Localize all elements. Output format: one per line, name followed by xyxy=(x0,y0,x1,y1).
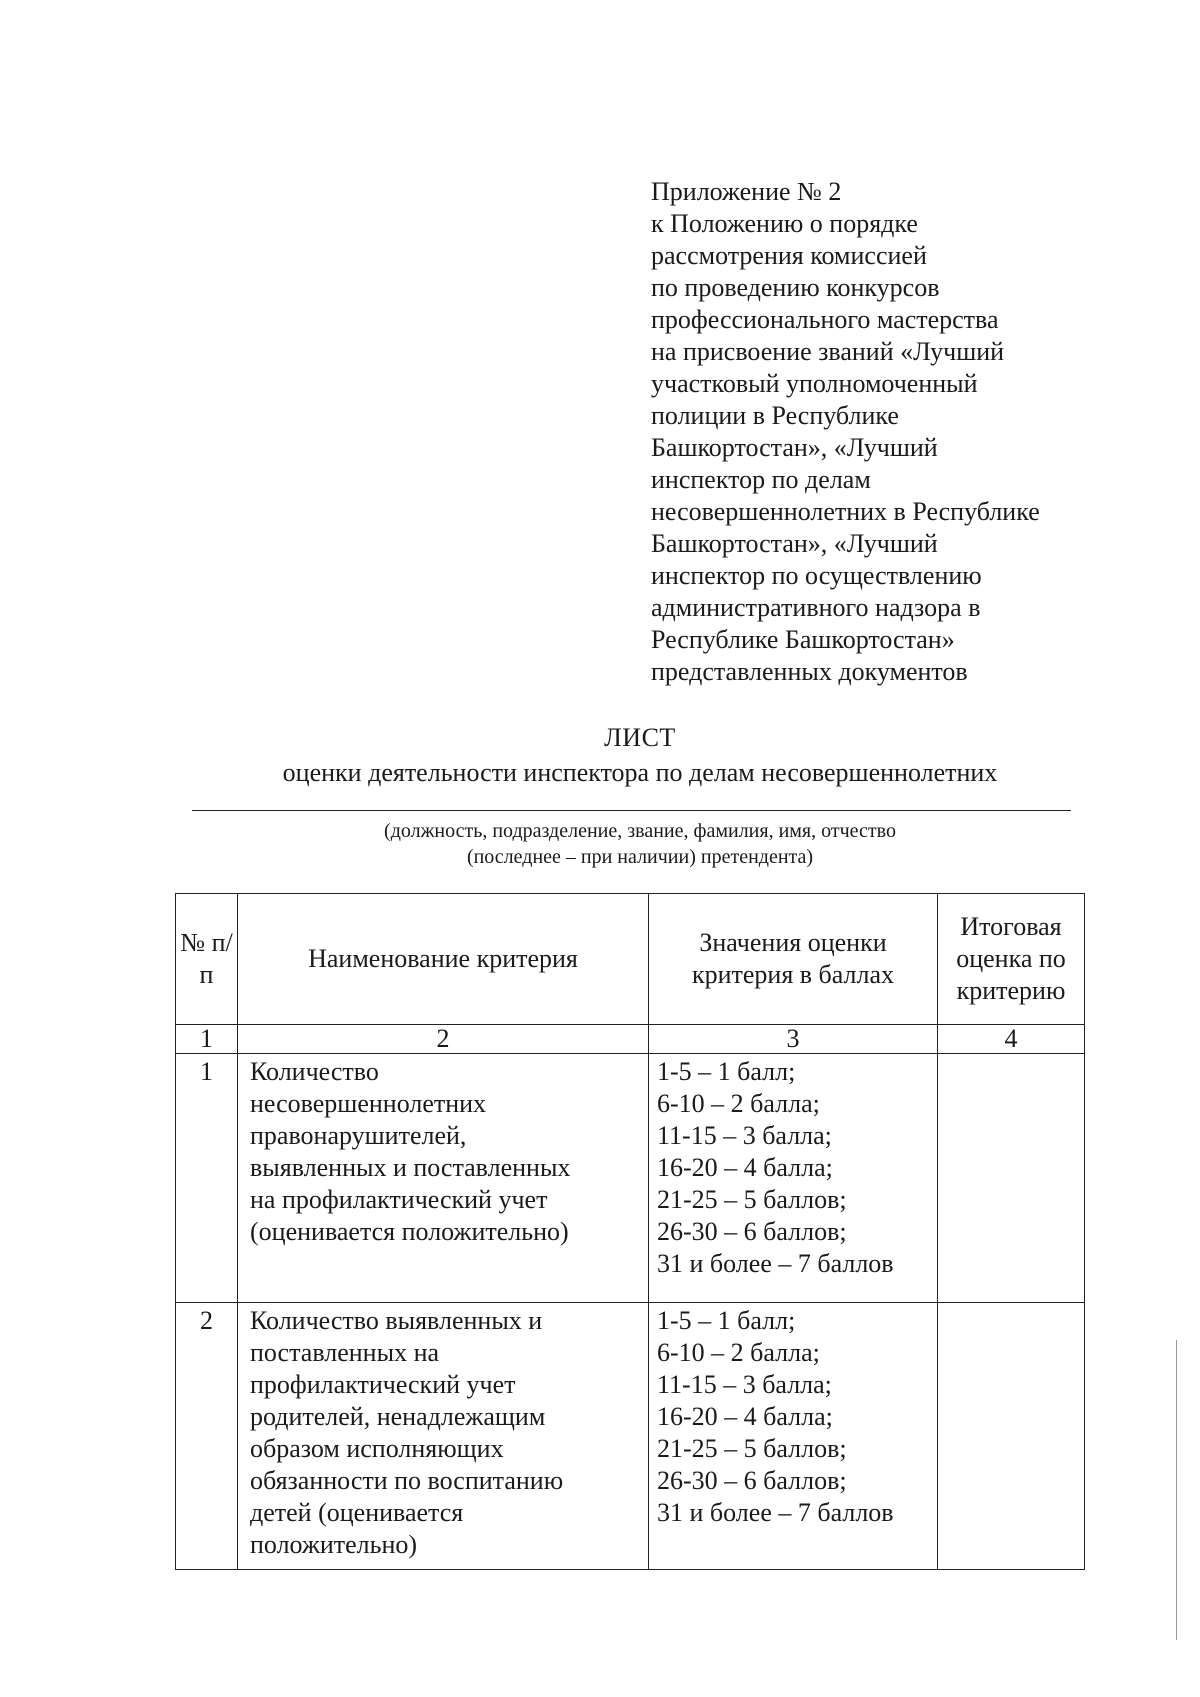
criterion-cell xyxy=(238,1054,649,1303)
criterion-line: образом исполняющих xyxy=(250,1434,504,1463)
row-number: 1 xyxy=(176,1054,238,1303)
total-score-cell[interactable] xyxy=(938,1303,1085,1570)
criterion-line: правонарушителей, xyxy=(250,1121,467,1150)
candidate-caption xyxy=(250,818,1030,870)
sheet-title: ЛИСТ xyxy=(604,723,676,752)
caption-line: (последнее – при наличии) претендента) xyxy=(466,846,814,868)
score-line: 21-25 – 5 баллов; xyxy=(657,1434,847,1463)
table-row xyxy=(176,1303,1085,1570)
score-cell xyxy=(649,1303,938,1570)
score-line: 1-5 – 1 балл; xyxy=(657,1057,796,1086)
appendix-line: административного надзора в xyxy=(651,593,981,622)
sheet-subtitle: оценки деятельности инспектора по делам несовершеннолетних xyxy=(282,758,998,787)
criterion-line: положительно) xyxy=(250,1530,418,1559)
column-number-row xyxy=(176,1025,1085,1054)
score-cell xyxy=(649,1054,938,1303)
appendix-line: полиции в Республике xyxy=(651,401,899,430)
appendix-line: Башкортостан», «Лучший xyxy=(651,529,938,558)
score-line: 26-30 – 6 баллов; xyxy=(657,1466,847,1495)
criterion-line: Количество выявленных и xyxy=(250,1306,543,1335)
score-line: 26-30 – 6 баллов; xyxy=(657,1217,847,1246)
column-number: 3 xyxy=(649,1025,938,1054)
candidate-fill-line xyxy=(192,810,1071,811)
appendix-line: инспектор по осуществлению xyxy=(651,561,982,590)
score-line: 31 и более – 7 баллов xyxy=(657,1249,894,1278)
score-line: 21-25 – 5 баллов; xyxy=(657,1185,847,1214)
appendix-line: по проведению конкурсов xyxy=(651,273,940,302)
header-total: Итоговая оценка по критерию xyxy=(938,894,1085,1025)
score-line: 1-5 – 1 балл; xyxy=(657,1306,796,1335)
criterion-line: обязанности по воспитанию xyxy=(250,1466,564,1495)
score-line: 16-20 – 4 балла; xyxy=(657,1153,833,1182)
appendix-line: Приложение № 2 xyxy=(651,177,842,206)
appendix-line: профессионального мастерства xyxy=(651,305,999,334)
table-header-row xyxy=(176,894,1085,1025)
scan-edge-line xyxy=(1176,1340,1178,1640)
appendix-line: Республике Башкортостан» xyxy=(651,625,955,654)
criterion-cell xyxy=(238,1303,649,1570)
score-line: 6-10 – 2 балла; xyxy=(657,1089,820,1118)
score-line: 11-15 – 3 балла; xyxy=(657,1121,832,1150)
criteria-table xyxy=(175,893,1085,1570)
appendix-heading xyxy=(651,176,1121,688)
header-values: Значения оценки критерия в баллах xyxy=(649,894,938,1025)
criterion-line: поставленных на xyxy=(250,1338,440,1367)
appendix-line: рассмотрения комиссией xyxy=(651,241,927,270)
appendix-line: инспектор по делам xyxy=(651,465,871,494)
caption-line: (должность, подразделение, звание, фамилия, имя, отчество xyxy=(384,820,896,842)
criterion-line: профилактический учет xyxy=(250,1370,516,1399)
score-line: 6-10 – 2 балла; xyxy=(657,1338,820,1367)
criterion-line: выявленных и поставленных xyxy=(250,1153,571,1182)
column-number: 4 xyxy=(938,1025,1085,1054)
table-row xyxy=(176,1054,1085,1303)
appendix-line: Башкортостан», «Лучший xyxy=(651,433,938,462)
appendix-line: участковый уполномоченный xyxy=(651,369,978,398)
column-number: 1 xyxy=(176,1025,238,1054)
total-score-cell[interactable] xyxy=(938,1054,1085,1303)
criterion-line: на профилактический учет xyxy=(250,1185,548,1214)
appendix-line: несовершеннолетних в Республике xyxy=(651,497,1040,526)
criterion-line: (оценивается положительно) xyxy=(250,1217,569,1246)
score-line: 16-20 – 4 балла; xyxy=(657,1402,833,1431)
score-line: 11-15 – 3 балла; xyxy=(657,1370,832,1399)
score-line: 31 и более – 7 баллов xyxy=(657,1498,894,1527)
criterion-line: Количество xyxy=(250,1057,379,1086)
criterion-line: детей (оценивается xyxy=(250,1498,464,1527)
header-num: № п/п xyxy=(176,894,238,1025)
appendix-line: к Положению о порядке xyxy=(651,209,918,238)
appendix-line: на присвоение званий «Лучший xyxy=(651,337,1005,366)
criterion-line: несовершеннолетних xyxy=(250,1089,487,1118)
appendix-line: представленных документов xyxy=(651,657,968,686)
criterion-line: родителей, ненадлежащим xyxy=(250,1402,546,1431)
header-criterion: Наименование критерия xyxy=(238,894,649,1025)
row-number: 2 xyxy=(176,1303,238,1570)
column-number: 2 xyxy=(238,1025,649,1054)
